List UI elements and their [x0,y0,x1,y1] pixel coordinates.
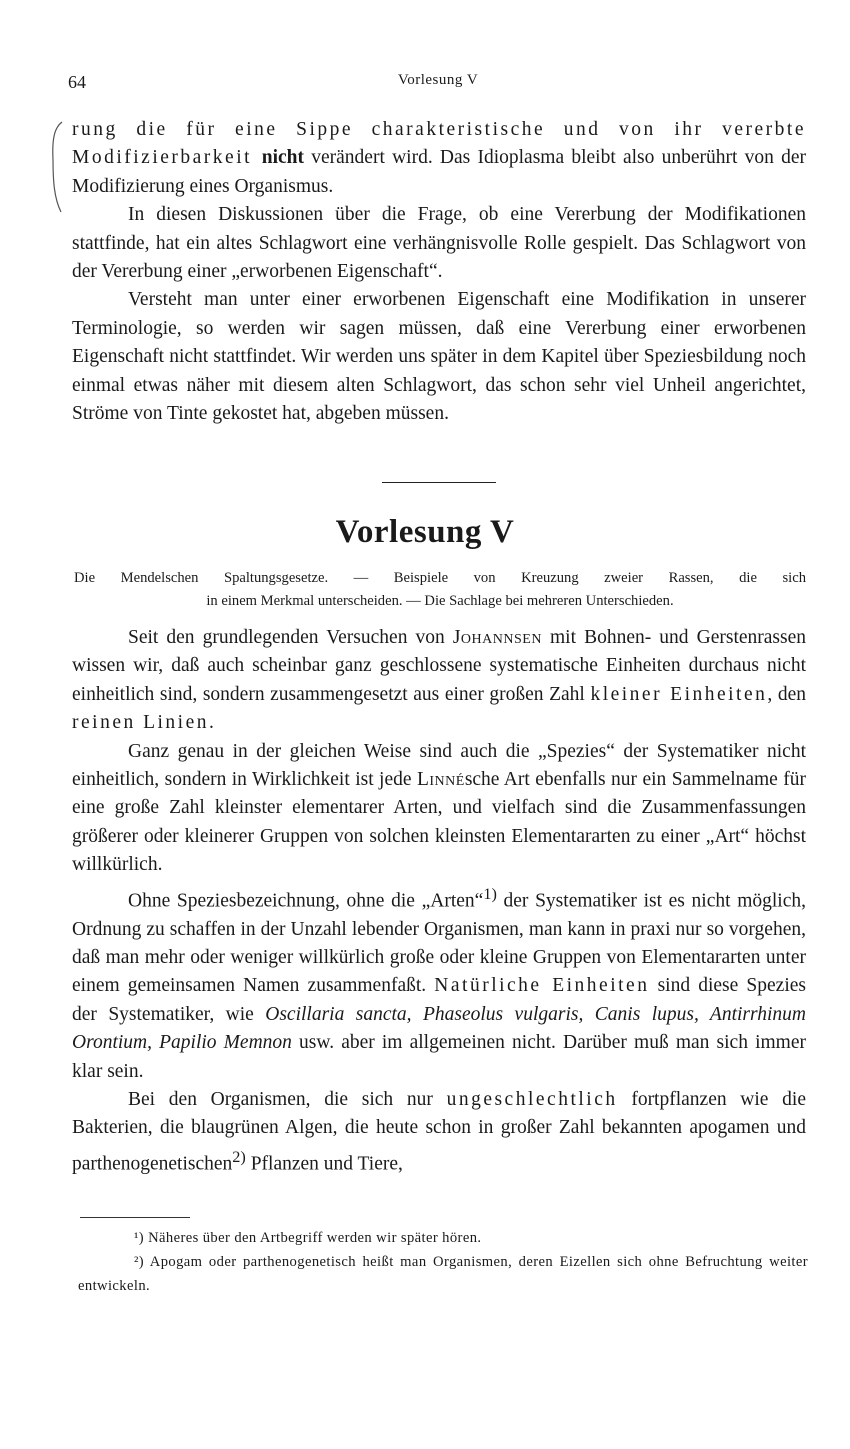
species-names: Oscillaria sancta, Phaseolus vulgaris, Canis lupus, Antirrhinum Orontium, Papilio Memnon [72,1003,806,1054]
paragraph: Bei den Organismen, die sich nur ungeschlechtlich fortpflanzen wie die Bakterien, die blaugrünen Algen, die heute schon in großer Zahl bekannten apogamen und parthenogenetischen$^{2)}$ Pflanzen und Tiere, [72,1089,806,1175]
section-divider [382,482,496,483]
paragraph: Ganz genau in der gleichen Weise sind auch die „Spezies“ der Systematiker nicht einheitlich, sondern in Wirklichkeit ist jede Linnésche Art ebenfalls nur ein Sammelname für eine große Zahl kleinster elementarer Arten, und vielfach sind die Zusammenfassungen größerer oder kleinerer Gruppen von solchen kleinsten Elementararten zu einer „Art“ höchst willkürlich. [72,740,806,876]
text-block-top [72,116,806,428]
paragraph: In diesen Diskussionen über die Frage, ob eine Vererbung der Modifikationen stattfinde, hat ein altes Schlagwort eine verhängnisvolle Rolle gespielt. Das Schlagwort von der Vererbung einer „erworbenen Eigenschaft“. [72,204,806,283]
author-name: Johannsen [452,627,542,648]
spaced-term: reinen Linien [72,712,209,734]
spaced-term: kleiner Einheiten [590,683,768,705]
chapter-summary-line: Die Mendelschen Spaltungsgesetze. — Beispiele von Kreuzung zweier Rassen, die sich [74,570,806,586]
running-head-title: Vorlesung V [397,72,479,88]
chapter-summary-line: in einem Merkmal unterscheiden. — Die Sachlage bei mehreren Unterschieden. [206,593,674,609]
running-head [68,72,808,96]
footnote-rule [80,1217,190,1218]
chapter-heading: Vorlesung V [335,514,515,550]
author-name: Linné [416,769,465,791]
footnote-ref: 1) [483,884,497,903]
paragraph: Seit den grundlegenden Versuchen von Johannsen mit Bohnen- und Gerstenrassen wissen wir, daß auch scheinbar ganz geschlossene systematische Einheiten durchaus nicht einheitlich sind, sondern zusammengesetzt aus einer großen Zahl kleiner Einheiten, den reinen Linien. [72,627,806,734]
margin-bracket-mark [50,120,64,216]
paragraph-continuation: rung die für eine Sippe charakteristische und von ihr vererbte Modifizierbarkeit nicht verändert wird. Das Idioplasma bleibt also unberührt von der Modifizierung eines Organismus. [72,119,806,197]
footnote-ref: 2) [232,1147,246,1166]
bold-nicht: nicht [261,147,305,169]
spaced-term: ungeschlechtlich [446,1089,618,1110]
paragraph: Ohne Speziesbezeichnung, ohne die „Arten“$^{1)}$ der Systematiker ist es nicht möglich, Ordnung zu schaffen in der Unzahl lebender Organismen, man kann in praxi nur so vorgehen, daß man mehr oder weniger willkürlich große oder kleine Gruppen von Elementararten unter einem gemeinsamen Namen zusammenfaßt. Natürliche Einheiten sind diese Spezies der Systematiker, wie Oscillaria sancta, Phaseolus vulgaris, Canis lupus, Antirrhinum Orontium, Papilio Memnon usw. aber im allgemeinen nicht. Darüber muß man sich immer klar sein. [72,884,806,1082]
text-block-main [72,624,806,1179]
paragraph: Versteht man unter einer erworbenen Eigenschaft eine Modifikation in unserer Terminologie, so werden wir sagen müssen, daß eine Vererbung einer erworbenen Eigenschaft nicht stattfindet. Wir werden uns später in dem Kapitel über Speziesbildung noch einmal etwas näher mit diesem alten Schlagwort, das schon sehr viel Unheil angerichtet, Ströme von Tinte gekostet hat, abgeben müssen. [72,289,806,425]
page-number: 64 [68,72,86,92]
footnote: ¹) Näheres über den Artbegriff werden wir später hören. [134,1230,482,1246]
spaced-term: Natürliche Einheiten [434,975,650,997]
chapter-summary [74,567,806,613]
footnote: ²) Apogam oder parthenogenetisch heißt man Organismen, deren Eizellen sich ohne Befruchtung weiter entwickeln. [78,1254,808,1294]
footnotes [78,1226,808,1298]
